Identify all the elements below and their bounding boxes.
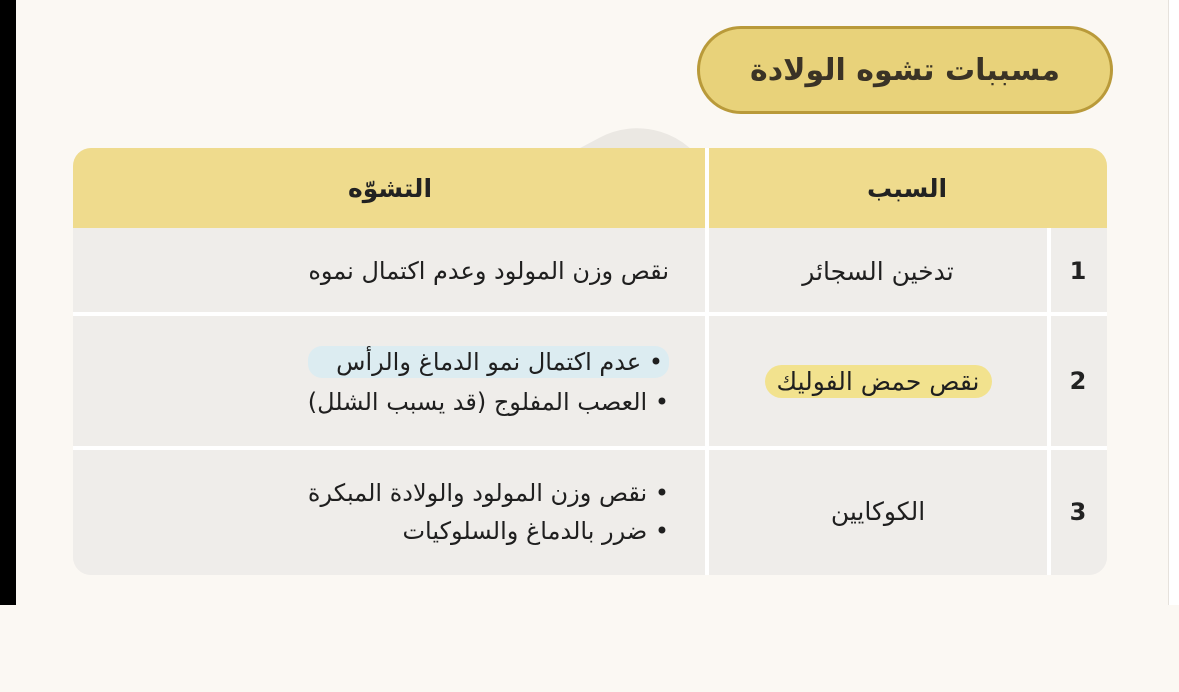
row-divider xyxy=(73,312,1107,316)
header-effect: التشوّه xyxy=(73,148,707,228)
effect-item: • ضرر بالدماغ والسلوكيات xyxy=(402,516,669,545)
row-cause xyxy=(707,314,1049,448)
highlighted-cause: نقص حمض الفوليك xyxy=(765,365,992,398)
right-screen-edge xyxy=(1168,0,1179,605)
effect-item-highlighted: • عدم اكتمال نمو الدماغ والرأس xyxy=(308,346,669,378)
row-effect xyxy=(73,314,707,448)
effect-item: • العصب المفلوج (قد يسبب الشلل) xyxy=(307,388,669,416)
effect-item: نقص وزن المولود وعدم اكتمال نموه xyxy=(308,257,669,285)
left-screen-edge xyxy=(0,0,16,605)
header-cause: السبب xyxy=(707,148,1107,228)
row-cause: تدخين السجائر xyxy=(707,228,1049,314)
row-effect xyxy=(73,448,707,575)
birth-defects-table xyxy=(73,148,1107,575)
row-divider xyxy=(73,446,1107,450)
row-cause: الكوكايين xyxy=(707,448,1049,575)
column-divider xyxy=(705,148,709,575)
page-title: مسببات تشوه الولادة xyxy=(697,26,1113,114)
column-divider xyxy=(1047,228,1051,575)
row-number: 3 xyxy=(1049,448,1107,575)
row-number: 2 xyxy=(1049,314,1107,448)
row-effect xyxy=(73,228,707,314)
row-number: 1 xyxy=(1049,228,1107,314)
effect-item: • نقص وزن المولود والولادة المبكرة xyxy=(307,478,669,507)
